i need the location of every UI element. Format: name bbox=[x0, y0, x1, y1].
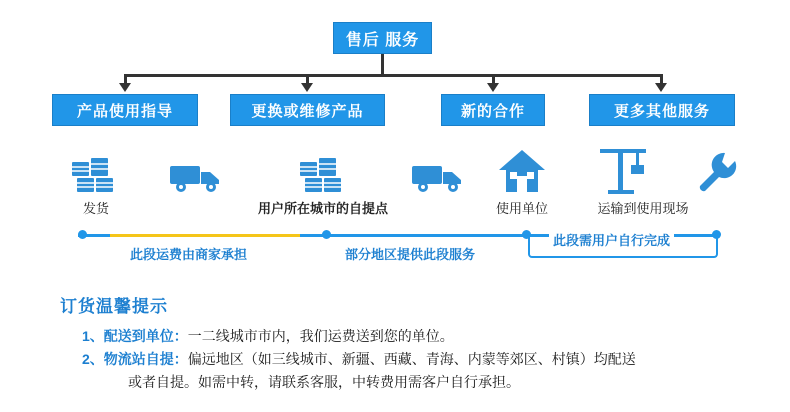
list-item bbox=[82, 348, 770, 371]
boxes-icon bbox=[68, 150, 124, 196]
truck-icon bbox=[410, 156, 468, 196]
note-text: 一二线城市市内，我们运费送到您的单位。 bbox=[187, 328, 454, 344]
order-tips-title: 订货温馨提示 bbox=[60, 297, 168, 316]
flow-node-root: 售后 服务 bbox=[333, 22, 432, 54]
stage-label-5: 运输到使用现场 bbox=[597, 201, 689, 216]
truck-icon bbox=[168, 156, 226, 196]
timeline-dot-1 bbox=[322, 230, 331, 239]
stage-label-0: 发货 bbox=[82, 201, 109, 216]
timeline-caption-2: 此段需用户自行完成 bbox=[549, 230, 674, 249]
stage-label-4: 使用单位 bbox=[495, 201, 548, 216]
note-continuation: 或者自提。如需中转，请联系客服，中转费用需客户自行承担。 bbox=[128, 374, 520, 390]
arrow-3 bbox=[655, 83, 667, 92]
timeline-dot-0 bbox=[78, 230, 87, 239]
note-index: 2、 bbox=[82, 351, 104, 367]
timeline-caption-0: 此段运费由商家承担 bbox=[130, 247, 248, 262]
flow-node-product-guide: 产品使用指导 bbox=[52, 94, 198, 126]
timeline-segment-merchant bbox=[110, 234, 300, 237]
arrow-1 bbox=[301, 83, 313, 92]
arrow-0 bbox=[119, 83, 131, 92]
list-item bbox=[82, 325, 770, 348]
note-text: 偏远地区（如三线城市、新疆、西藏、青海、内蒙等郊区、村镇）均配送 bbox=[187, 351, 636, 367]
note-index: 1、 bbox=[82, 328, 104, 344]
note-key: 配送到单位： bbox=[103, 328, 188, 344]
connector-root-stem bbox=[381, 54, 384, 76]
house-icon bbox=[497, 146, 547, 196]
timeline-caption-1: 部分地区提供此段服务 bbox=[345, 247, 476, 262]
flow-node-new-cooperation: 新的合作 bbox=[441, 94, 545, 126]
boxes-icon bbox=[296, 150, 352, 196]
crane-icon bbox=[596, 144, 652, 196]
arrow-2 bbox=[487, 83, 499, 92]
wrench-icon bbox=[694, 150, 740, 196]
order-tips-section bbox=[60, 292, 770, 394]
stage-label-2: 用户所在城市的自提点 bbox=[257, 201, 388, 216]
note-key: 物流站自提： bbox=[103, 351, 188, 367]
flow-node-other-services: 更多其他服务 bbox=[589, 94, 735, 126]
connector-bus bbox=[124, 74, 662, 77]
flow-node-repair-replace: 更换或维修产品 bbox=[230, 94, 385, 126]
